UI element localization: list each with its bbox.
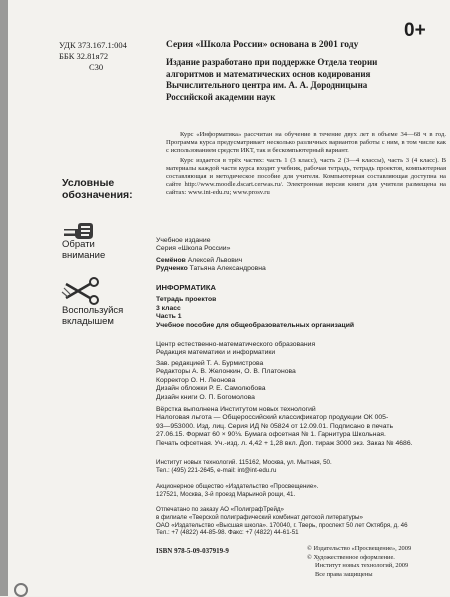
book-title: ИНФОРМАТИКА	[156, 283, 216, 292]
center-line: Редакция математики и информатики	[156, 349, 276, 357]
classification-codes	[59, 40, 127, 73]
center-line: Центр естественно-математического образования	[156, 341, 316, 348]
publisher-line: Акционерное общество «Издательство «Просвещение».	[156, 483, 319, 490]
course-description	[166, 131, 446, 199]
author-surname: Семёнов	[156, 257, 186, 264]
support-note	[166, 57, 406, 103]
author-surname: Рудченко	[156, 265, 188, 273]
staff-block	[156, 360, 446, 402]
staff-line: Редакторы А. В. Желонкин, О. В. Платонова	[156, 368, 296, 376]
edition-series: Серия «Школа России»	[156, 245, 231, 253]
printing-line: Вёрстка выполнена Институтом новых технологий	[156, 406, 316, 413]
author-name: Татьяна Александровна	[189, 265, 266, 273]
author-line	[156, 257, 446, 265]
title-line: Тетрадь проектов	[156, 296, 217, 304]
legend-attention-label	[62, 239, 105, 261]
printed-at-line: ОАО «Издательство «Высшая школа». 170040, г. Тверь, проспект 50 лет Октября, д. 46	[156, 521, 408, 529]
support-line: Издание разработано при поддержке Отдела теории	[166, 57, 378, 67]
edition-block	[156, 237, 446, 254]
copyright-line: Все права защищены	[315, 570, 373, 578]
printing-line: 27.06.15. Формат 60 × 90⅛. Бумага офсетная № 1. Гарнитура Школьная.	[156, 431, 386, 439]
institute-block	[156, 459, 446, 475]
author-mark: С30	[89, 62, 104, 72]
copyright-block	[307, 545, 411, 579]
support-line: Российской академии наук	[166, 91, 276, 102]
publisher-block	[156, 483, 446, 499]
printing-block	[156, 406, 446, 448]
about-paragraph: Курс издается в трёх частях: часть 1 (3 класс), часть 2 (3—4 классы), часть 3 (4 класс). В материалы каждой части курса входят учебник, рабочая тетрадь, тетрадь проектов, компьютерная составляющая и методическое пособие для учителя. Компьютерная составляющая доступна на сайте http://www.moodle.dscart.cerwas.ru/. Электронная версия книги для учителя размещена на сайтах: www.int-edu.ru; www.prosv.ru	[166, 156, 446, 197]
copyright-line: © Издательство «Просвещение», 2009	[307, 545, 412, 552]
printing-line: Печать офсетная. Уч.-изд. л. 4,42 + 1,28 вкл. Доп. тираж 3000 экз. Заказ № 4686.	[156, 439, 413, 447]
title-block	[156, 284, 446, 330]
copyright-line: Институт новых технологий, 2009	[315, 562, 409, 570]
printed-at-block	[156, 506, 446, 537]
legend-insert-label	[62, 305, 123, 327]
support-line: Вычислительного центра им. А. А. Дородницына	[166, 80, 368, 90]
printed-at-line: Отпечатано по заказу АО «ПолиграфТрейд»	[156, 506, 284, 513]
publisher-line: 127521, Москва, 3-й проезд Марьиной рощи, 41.	[156, 490, 296, 498]
udk-code: УДК 373.167.1:004	[59, 40, 127, 50]
title-line: Часть 1	[156, 313, 182, 321]
author-line	[156, 265, 446, 273]
author-name: Алексей Львович	[187, 257, 243, 264]
printed-at-line: Тел.: +7 (4822) 44-85-98. Факс: +7 (4822) 44-61-51	[156, 529, 299, 537]
legend-label-line: вкладышем	[62, 316, 114, 327]
printing-line: 93—953000. Изд. лиц. Серия ИД № 05824 от 12.09.01. Подписано в печать	[156, 422, 394, 430]
institute-line: Институт новых технологий. 115162, Москва, ул. Мытная, 50.	[156, 459, 332, 466]
title-line: 3 класс	[156, 304, 181, 312]
copyright-line: © Художественное оформление.	[307, 553, 395, 561]
legend-label-line: Обрати	[62, 239, 95, 250]
legend-title-line: Условные	[62, 177, 115, 189]
institute-line: Тел.: (495) 221-2645, e-mail: int@int-edu.ru	[156, 466, 277, 474]
series-line: Серия «Школа России» основана в 2001 году	[166, 40, 359, 50]
about-paragraph: Курс «Информатика» рассчитан на обучение в течение двух лет в объеме 34—68 ч в год. Программа курса предусматривает несколько различных вариантов работы с ним, в том числе как с использованием средств ИКТ, так и бескомпьютерный вариант.	[166, 131, 446, 155]
edition-type: Учебное издание	[156, 237, 211, 244]
staff-line: Дизайн книги О. П. Богомолова	[156, 393, 255, 401]
age-rating-badge: 0+	[404, 20, 426, 41]
legend-title-line: обозначения:	[62, 189, 133, 201]
scissors-icon	[60, 276, 100, 306]
center-block	[156, 341, 446, 358]
title-line: Учебное пособие для общеобразовательных организаций	[156, 321, 355, 329]
legend-label-line: Воспользуйся	[62, 305, 124, 316]
support-line: алгоритмов и математических основ кодирования	[166, 68, 371, 79]
authors-block	[156, 257, 446, 274]
isbn: ISBN 978-5-09-037919-9	[156, 547, 229, 555]
bbk-code: ББК 32.81я72	[59, 51, 109, 61]
staff-line: Зав. редакцией Т. А. Бурмистрова	[156, 360, 264, 367]
corner-mark-icon	[14, 583, 28, 597]
legend-label-line: внимание	[62, 250, 106, 261]
staff-line: Корректор О. Н. Леонова	[156, 376, 236, 384]
printing-line: Налоговая льгота — Общероссийский классификатор продукции ОК 005-	[156, 414, 389, 422]
staff-line: Дизайн обложки Р. Е. Самолюбова	[156, 385, 266, 393]
printed-at-line: в филиале «Тверской полиграфический комбинат детской литературы»	[156, 513, 363, 521]
legend-title	[62, 177, 133, 201]
scan-gutter	[0, 0, 8, 596]
